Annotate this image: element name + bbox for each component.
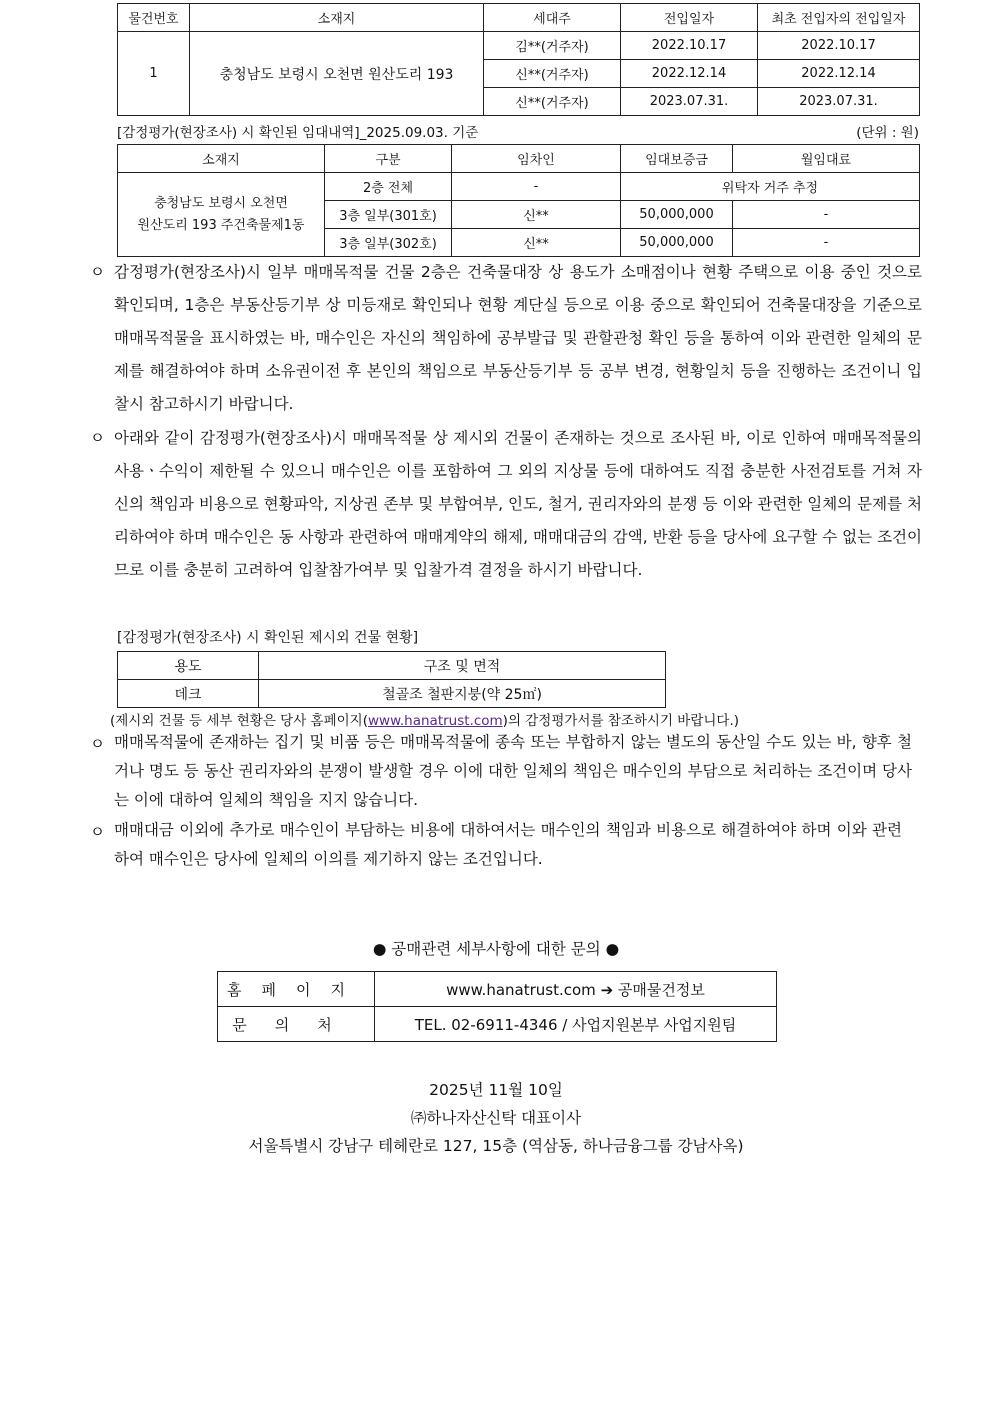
note-before: (제시외 건물 등 세부 현황은 당사 홈페이지( [110, 713, 368, 729]
col-householder: 세대주 [484, 4, 621, 32]
notice-text-4: 매매대금 이외에 추가로 매수인이 부담하는 비용에 대하여서는 매수인의 책임과 비용으로 해결하여야 하며 이와 관련하여 매수인은 당사에 일체의 이의를 제기하지 않는 조건입니다. [114, 821, 902, 868]
lease-unit: (단위 : 원) [856, 125, 919, 141]
notice-text-1: 감정평가(현장조사)시 일부 매매목적물 건물 2층은 건축물대장 상 용도가 소매점이나 현황 주택으로 이용 중인 것으로 확인되며, 1층은 부동산등기부 상 미등재로 확인되나 현황 계단실 등으로 이용 중으로 확인되어 건축물대장을 기준으로 매매목적물을 표시하였는 바, 매수인은 자신의 책임하에 공부발급 및 관할관청 확인 등을 통하여 이와 관련한 일체의 문제를 해결하여야 하며 소유권이전 후 본인의 책임으로 부동산등기부 등 공부 변경, 현황일치 등을 진행하는 조건이니 입찰시 참고하시기 바랍니다. [114, 263, 922, 413]
tenant-cell: 신** [452, 229, 621, 257]
table-row [118, 173, 920, 201]
location-line-2: 원산도리 193 주건축물제1동 [137, 217, 305, 233]
section-cell: 3층 일부(302호) [325, 229, 452, 257]
table-row [218, 972, 777, 1007]
arrow-icon: ➔ [600, 980, 614, 999]
rent-cell: - [733, 201, 920, 229]
occupant-table [117, 3, 920, 116]
location-cell: 충청남도 보령시 오천면 원산도리 193 [190, 32, 484, 116]
section-cell: 2층 전체 [325, 173, 452, 201]
inquiry-title: ● 공매관련 세부사항에 대한 문의 ● [372, 940, 620, 958]
homepage-url[interactable]: www.hanatrust.com [446, 980, 596, 999]
location-cell [118, 173, 325, 257]
lease-table [117, 144, 920, 257]
use-cell: 데크 [118, 680, 259, 708]
col-tenant: 임차인 [452, 145, 621, 173]
rent-cell: - [733, 229, 920, 257]
table-header-row [118, 652, 666, 680]
table-row [218, 1007, 777, 1042]
bullet-marker: ㅇ [90, 263, 105, 281]
notice-paragraph-1 [90, 256, 922, 421]
extra-building-table [117, 651, 666, 708]
note-cell: 위탁자 거주 추정 [621, 173, 920, 201]
col-deposit: 임대보증금 [621, 145, 733, 173]
table-header-row [118, 145, 920, 173]
tenant-cell: 신** [452, 201, 621, 229]
col-rent: 월임대료 [733, 145, 920, 173]
inquiry-table [217, 971, 777, 1042]
first-move-in-cell: 2022.10.17 [758, 32, 920, 60]
col-location: 소재지 [118, 145, 325, 173]
homepage-value-cell [375, 972, 777, 1007]
extra-building-note [110, 709, 739, 729]
company-signature: ㈜하나자산신탁 대표이사 [410, 1109, 582, 1127]
col-structure: 구조 및 면적 [259, 652, 666, 680]
col-first-move-in: 최초 전입자의 전입일자 [758, 4, 920, 32]
company-address: 서울특별시 강남구 테헤란로 127, 15층 (역삼동, 하나금융그룹 강남사옥) [248, 1137, 744, 1155]
tenant-cell: - [452, 173, 621, 201]
householder-cell: 김**(거주자) [484, 32, 621, 60]
notice-text-3: 매매목적물에 존재하는 집기 및 비품 등은 매매목적물에 종속 또는 부합하지 않는 별도의 동산일 수도 있는 바, 향후 철거나 명도 등 동산 권리자와의 분쟁이 발생할 경우 이에 대한 일체의 책임은 매수인의 부담으로 처리하는 조건이며 당사는 이에 대하여 일체의 책임을 지지 않습니다. [114, 733, 912, 809]
deposit-cell: 50,000,000 [621, 201, 733, 229]
note-after: )의 감정평가서를 참조하시기 바랍니다.) [502, 713, 740, 729]
location-line-1: 충청남도 보령시 오천면 [154, 195, 288, 211]
col-move-in: 전입일자 [621, 4, 758, 32]
col-use: 용도 [118, 652, 259, 680]
bullet-marker: ㅇ [90, 429, 105, 447]
bullet-marker: ㅇ [90, 735, 105, 753]
bullet-marker: ㅇ [90, 823, 105, 841]
notice-paragraph-4 [90, 816, 902, 874]
move-in-cell: 2022.10.17 [621, 32, 758, 60]
table-row [118, 32, 920, 60]
table-header-row [118, 4, 920, 32]
contact-value: TEL. 02-6911-4346 / 사업지원본부 사업지원팀 [375, 1007, 777, 1042]
householder-cell: 신**(거주자) [484, 88, 621, 116]
document-date: 2025년 11월 10일 [429, 1081, 563, 1099]
lease-caption: [감정평가(현장조사) 시 확인된 임대내역]_2025.09.03. 기준 [117, 125, 479, 141]
first-move-in-cell: 2022.12.14 [758, 60, 920, 88]
structure-cell: 철골조 철판지붕(약 25㎡) [259, 680, 666, 708]
notice-paragraph-3 [90, 728, 912, 815]
first-move-in-cell: 2023.07.31. [758, 88, 920, 116]
deposit-cell: 50,000,000 [621, 229, 733, 257]
item-no-cell: 1 [118, 32, 190, 116]
contact-label: 문의처 [218, 1007, 375, 1042]
move-in-cell: 2022.12.14 [621, 60, 758, 88]
col-location: 소재지 [190, 4, 484, 32]
notice-paragraph-2 [90, 422, 922, 587]
homepage-suffix: 공매물건정보 [617, 980, 705, 999]
col-section: 구분 [325, 145, 452, 173]
move-in-cell: 2023.07.31. [621, 88, 758, 116]
col-item-no: 물건번호 [118, 4, 190, 32]
homepage-link[interactable]: www.hanatrust.com [367, 713, 503, 729]
table-row [118, 680, 666, 708]
section-cell: 3층 일부(301호) [325, 201, 452, 229]
notice-text-2: 아래와 같이 감정평가(현장조사)시 매매목적물 상 제시외 건물이 존재하는 것으로 조사된 바, 이로 인하여 매매목적물의 사용ㆍ수익이 제한될 수 있으니 매수인은 이를 포함하여 그 외의 지상물 등에 대하여도 직접 충분한 사전검토를 거쳐 자신의 책임과 비용으로 현황파악, 지상권 존부 및 부합여부, 인도, 철거, 권리자와의 분쟁 등 이와 관련한 일체의 문제를 처리하여야 하며 매수인은 동 사항과 관련하여 매매계약의 해제, 매매대금의 감액, 반환 등을 당사에 요구할 수 없는 조건이므로 이를 충분히 고려하여 입찰참가여부 및 입찰가격 결정을 하시기 바랍니다. [114, 429, 922, 579]
extra-building-caption: [감정평가(현장조사) 시 확인된 제시외 건물 현황] [117, 630, 419, 646]
householder-cell: 신**(거주자) [484, 60, 621, 88]
homepage-label: 홈페이지 [218, 972, 375, 1007]
